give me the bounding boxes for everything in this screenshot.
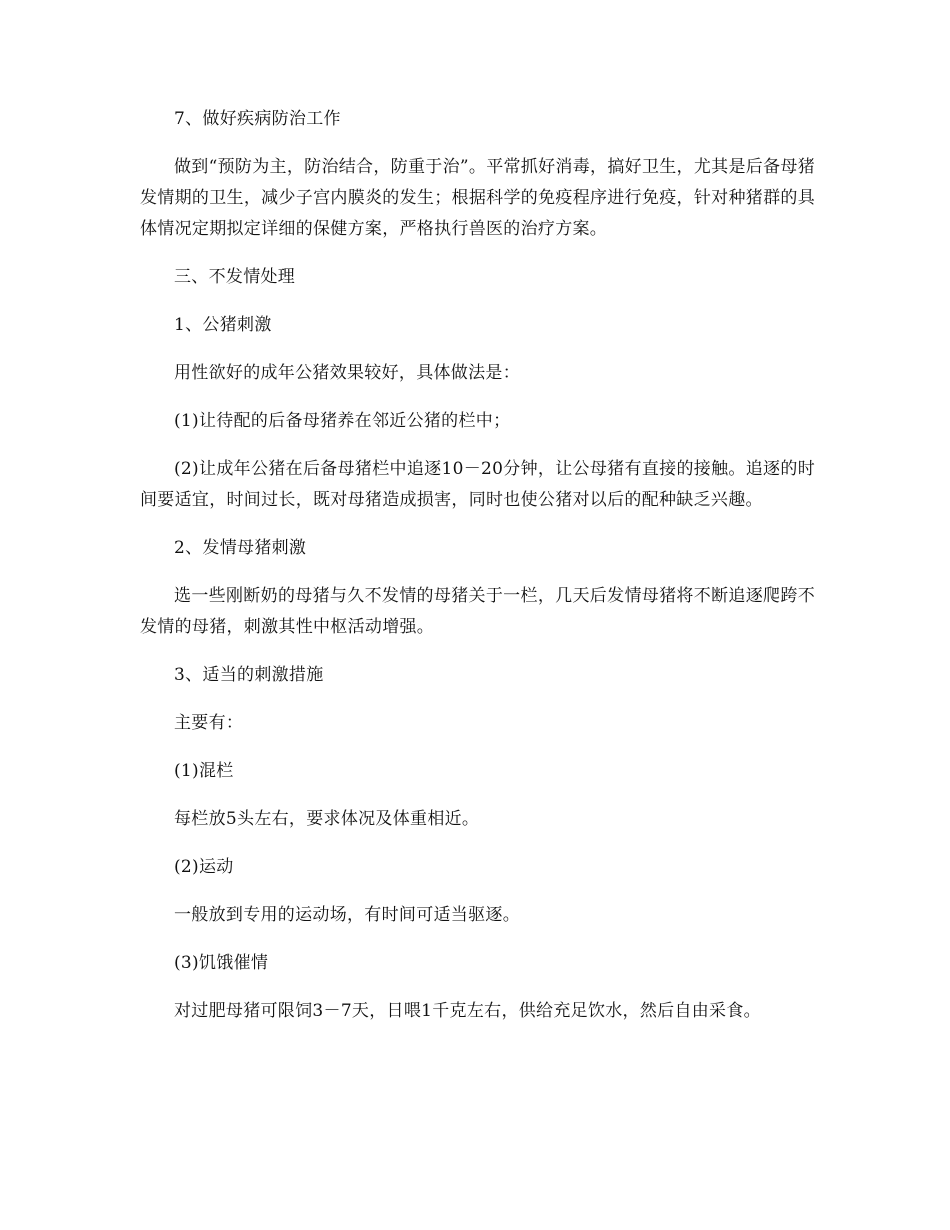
list-item-boar-2: (2)让成年公猪在后备母猪栏中追逐10－20分钟，让公母猪有直接的接触。追逐的时间要适宜，时间过长，既对母猪造成损害，同时也使公猪对以后的配种缺乏兴趣。 xyxy=(140,459,815,510)
document-body xyxy=(140,104,815,1044)
paragraph-measures-intro: 主要有： xyxy=(174,713,244,733)
heading-estrus-sow-stimulation: 2、发情母猪刺激 xyxy=(174,538,307,558)
paragraph-estrus-sow-stimulation: 选一些刚断奶的母猪与久不发情的母猪关于一栏，几天后发情母猪将不断追逐爬跨不发情的母猪，刺激其性中枢活动增强。 xyxy=(140,586,815,637)
paragraph-hunger-induction: 对过肥母猪可限饲3－7天，日喂1千克左右，供给充足饮水，然后自由采食。 xyxy=(174,1001,761,1021)
heading-disease-prevention: 7、做好疾病防治工作 xyxy=(174,109,341,129)
section-heading-no-estrus: 三、不发情处理 xyxy=(174,267,296,287)
paragraph-mixed-pen: 每栏放5头左右，要求体况及体重相近。 xyxy=(174,809,480,829)
list-item-mixed-pen: (1)混栏 xyxy=(174,761,234,781)
list-item-boar-1: (1)让待配的后备母猪养在邻近公猪的栏中； xyxy=(174,411,511,431)
paragraph-disease-prevention: 做到“预防为主，防治结合，防重于治”。平常抓好消毒，搞好卫生，尤其是后备母猪发情期的卫生，减少子宫内膜炎的发生；根据科学的免疫程序进行免疫，针对种猪群的具体情况定期拟定详细的保健方案，严格执行兽医的治疗方案。 xyxy=(140,157,815,239)
paragraph-exercise: 一般放到专用的运动场，有时间可适当驱逐。 xyxy=(174,905,520,925)
list-item-exercise: (2)运动 xyxy=(174,857,234,877)
heading-boar-stimulation: 1、公猪刺激 xyxy=(174,315,272,335)
paragraph-boar-method-intro: 用性欲好的成年公猪效果较好，具体做法是： xyxy=(174,363,520,383)
heading-stimulation-measures: 3、适当的刺激措施 xyxy=(174,665,324,685)
list-item-hunger-induction: (3)饥饿催情 xyxy=(174,953,269,973)
